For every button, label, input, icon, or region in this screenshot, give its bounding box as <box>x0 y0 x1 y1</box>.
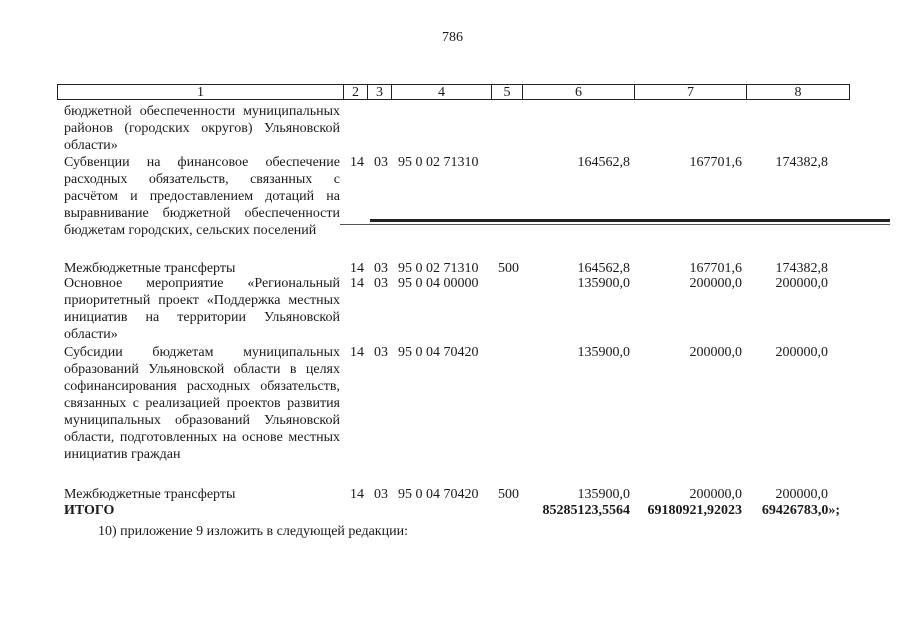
cell-subsection: 03 <box>374 276 388 291</box>
page-number: 786 <box>442 30 463 45</box>
cell-amount-year3: 200000,0 <box>775 487 828 502</box>
cell-target-article: 95 0 02 71310 <box>398 155 479 170</box>
header-col-5: 5 <box>491 85 522 100</box>
total-amount-year1: 85285123,5564 <box>542 503 630 518</box>
header-col-6: 6 <box>522 85 634 100</box>
cell-target-article: 95 0 02 71310 <box>398 261 479 276</box>
cell-target-article: 95 0 04 70420 <box>398 345 479 360</box>
cell-amount-year2: 200000,0 <box>689 487 742 502</box>
footer-note: 10) приложение 9 изложить в следующей редакции: <box>98 524 408 539</box>
cell-section: 14 <box>350 155 364 170</box>
header-col-2: 2 <box>343 85 367 100</box>
row-name: Межбюджетные трансферты <box>64 261 236 276</box>
row-name: Субвенции на финансовое обеспечение расходных обязательств, связанных с расчётом и предоставлением дотаций на выравнивание бюджетной обеспеченности бюджетам городских, сельских поселений <box>64 155 340 238</box>
cell-amount-year1: 164562,8 <box>577 155 630 170</box>
table-header <box>57 84 850 100</box>
row-name: Межбюджетные трансферты <box>64 487 236 502</box>
cell-amount-year2: 167701,6 <box>689 155 742 170</box>
scan-artifact-line <box>340 224 890 225</box>
header-col-7: 7 <box>634 85 746 100</box>
total-label: ИТОГО <box>64 503 115 518</box>
cell-section: 14 <box>350 345 364 360</box>
cell-amount-year3: 200000,0 <box>775 345 828 360</box>
cell-amount-year1: 164562,8 <box>577 261 630 276</box>
cell-amount-year1: 135900,0 <box>577 345 630 360</box>
cell-subsection: 03 <box>374 155 388 170</box>
total-amount-year2: 69180921,92023 <box>647 503 742 518</box>
cell-subsection: 03 <box>374 261 388 276</box>
cell-expense-type: 500 <box>498 261 519 276</box>
cell-amount-year3: 174382,8 <box>775 261 828 276</box>
header-col-1: 1 <box>197 85 204 100</box>
cell-section: 14 <box>350 261 364 276</box>
row-name: Основное мероприятие «Региональный приоритетный проект «Поддержка местных инициатив на территории Ульяновской области» <box>64 276 340 342</box>
cell-amount-year1: 135900,0 <box>577 276 630 291</box>
cell-subsection: 03 <box>374 487 388 502</box>
header-col-4: 4 <box>391 85 491 100</box>
cell-amount-year3: 174382,8 <box>775 155 828 170</box>
cell-section: 14 <box>350 487 364 502</box>
cell-target-article: 95 0 04 70420 <box>398 487 479 502</box>
cell-amount-year1: 135900,0 <box>577 487 630 502</box>
cell-amount-year2: 167701,6 <box>689 261 742 276</box>
cell-amount-year2: 200000,0 <box>689 276 742 291</box>
header-col-3: 3 <box>367 85 391 100</box>
scan-artifact-line <box>370 219 890 222</box>
header-col-8: 8 <box>746 85 849 100</box>
cell-target-article: 95 0 04 00000 <box>398 276 479 291</box>
cell-section: 14 <box>350 276 364 291</box>
cell-expense-type: 500 <box>498 487 519 502</box>
cell-amount-year2: 200000,0 <box>689 345 742 360</box>
row-name: Субсидии бюджетам муниципальных образований Ульяновской области в целях софинансирования расходных обязательств, связанных с реализацией проектов развития муниципальных образований Ульяновской области, подготовленных на основе местных инициатив граждан <box>64 345 340 462</box>
cell-amount-year3: 200000,0 <box>775 276 828 291</box>
row-name: бюджетной обеспеченности муниципальных районов (городских округов) Ульяновской области» <box>64 104 340 153</box>
total-amount-year3: 69426783,0»; <box>761 503 840 518</box>
cell-subsection: 03 <box>374 345 388 360</box>
